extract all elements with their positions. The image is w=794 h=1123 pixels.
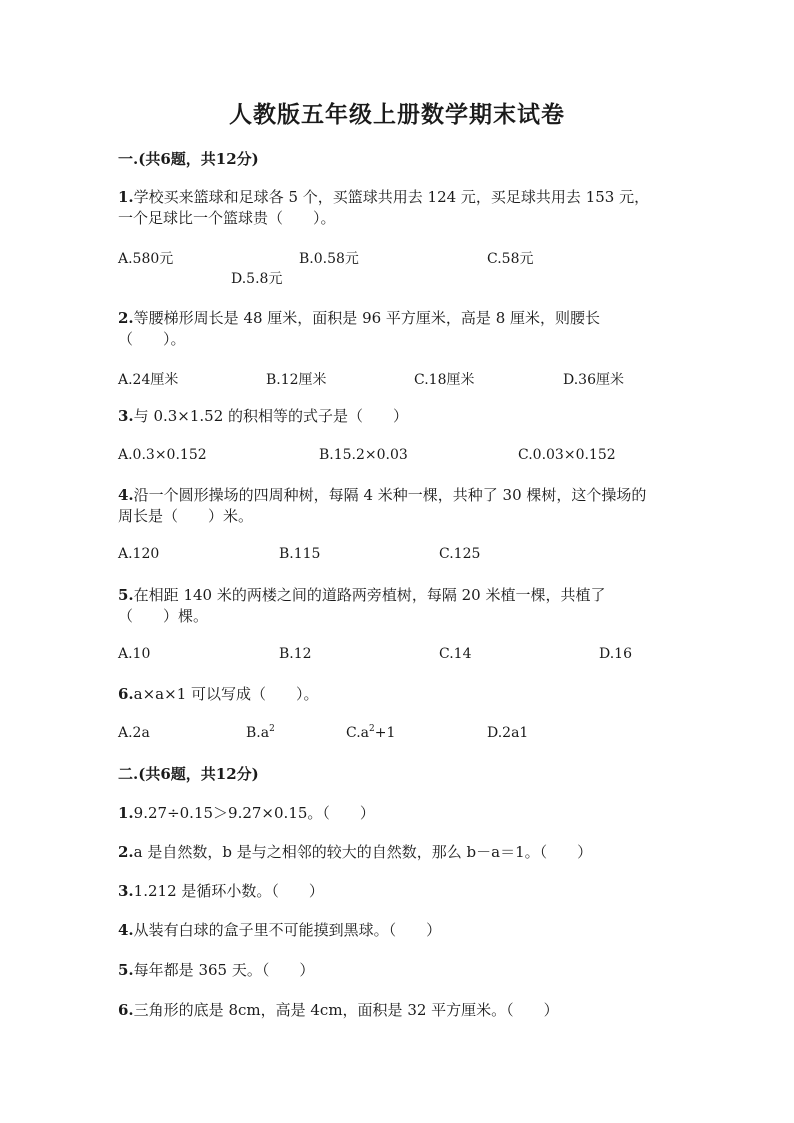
question-1-2 xyxy=(118,308,678,350)
question-2-6 xyxy=(118,1000,678,1021)
question-text: 与 0.3×1.52 的积相等的式子是（ ） xyxy=(133,407,409,425)
question-1-4 xyxy=(118,485,678,527)
question-number: 5. xyxy=(118,961,134,979)
question-text: 三角形的底是 8cm，高是 4cm，面积是 32 平方厘米。（ ） xyxy=(133,1001,559,1019)
question-number: 5. xyxy=(118,586,134,604)
question-number: 6. xyxy=(118,1001,134,1019)
question-text: 沿一个圆形操场的四周种树，每隔 4 米种一棵，共种了 30 棵树，这个操场的 xyxy=(133,486,647,504)
option-a[interactable]: A.10 xyxy=(118,646,151,662)
option-c[interactable] xyxy=(346,725,395,741)
question-text-line2: 一个足球比一个篮球贵（ ）。 xyxy=(118,209,336,227)
option-c[interactable]: C.58元 xyxy=(487,251,534,267)
question-text: 学校买来篮球和足球各 5 个，买篮球共用去 124 元，买足球共用去 153 元， xyxy=(133,188,650,206)
question-2-1 xyxy=(118,803,678,824)
option-a[interactable]: A.24厘米 xyxy=(118,372,179,388)
option-c[interactable]: C.14 xyxy=(439,646,472,662)
option-c[interactable]: C.18厘米 xyxy=(414,372,475,388)
option-c[interactable]: C.0.03×0.152 xyxy=(518,447,616,463)
question-text: 从装有白球的盒子里不可能摸到黑球。（ ） xyxy=(133,921,442,939)
option-c-suffix: +1 xyxy=(374,725,396,741)
option-d[interactable]: D.36厘米 xyxy=(563,372,624,388)
option-b-exponent: 2 xyxy=(269,724,275,734)
question-number: 3. xyxy=(118,407,134,425)
option-b[interactable] xyxy=(246,725,275,741)
question-1-1 xyxy=(118,187,678,229)
option-b[interactable]: B.12 xyxy=(279,646,312,662)
question-text-line2: （ ）。 xyxy=(118,330,186,348)
option-a[interactable]: A.2a xyxy=(118,725,150,741)
question-2-3 xyxy=(118,881,678,902)
question-text: 每年都是 365 天。（ ） xyxy=(133,961,315,979)
question-text-line2: 周长是（ ）米。 xyxy=(118,507,254,525)
question-text: 1.212 是循环小数。（ ） xyxy=(133,882,324,900)
question-2-5 xyxy=(118,960,678,981)
question-number: 2. xyxy=(118,843,134,861)
question-2-2 xyxy=(118,842,678,863)
option-c-base: C.a xyxy=(346,725,370,741)
section-2-heading: 二.(共6题，共12分) xyxy=(118,765,259,783)
question-text: 等腰梯形周长是 48 厘米，面积是 96 平方厘米，高是 8 厘米，则腰长 xyxy=(133,309,601,327)
question-number: 4. xyxy=(118,921,134,939)
question-1-6 xyxy=(118,684,678,705)
question-number: 6. xyxy=(118,685,134,703)
page-title: 人教版五年级上册数学期末试卷 xyxy=(229,101,565,128)
question-text: 在相距 140 米的两楼之间的道路两旁植树，每隔 20 米植一棵，共植了 xyxy=(133,586,606,604)
option-b[interactable]: B.12厘米 xyxy=(266,372,327,388)
question-number: 2. xyxy=(118,309,134,327)
option-b[interactable]: B.0.58元 xyxy=(299,251,359,267)
option-a[interactable]: A.0.3×0.152 xyxy=(118,447,207,463)
option-a[interactable]: A.580元 xyxy=(118,251,174,267)
option-a[interactable]: A.120 xyxy=(118,546,160,562)
question-number: 1. xyxy=(118,804,134,822)
question-1-5 xyxy=(118,585,678,627)
question-1-3 xyxy=(118,406,678,427)
option-c[interactable]: C.125 xyxy=(439,546,481,562)
option-d[interactable]: D.5.8元 xyxy=(231,271,283,287)
question-number: 1. xyxy=(118,188,134,206)
option-b[interactable]: B.15.2×0.03 xyxy=(319,447,408,463)
question-number: 4. xyxy=(118,486,134,504)
option-b-base: B.a xyxy=(246,725,270,741)
question-text: a×a×1 可以写成（ ）。 xyxy=(133,685,319,703)
question-2-4 xyxy=(118,920,678,941)
question-text-line2: （ ）棵。 xyxy=(118,607,209,625)
section-1-heading: 一.(共6题，共12分) xyxy=(118,150,259,168)
option-d[interactable]: D.16 xyxy=(599,646,632,662)
option-b[interactable]: B.115 xyxy=(279,546,321,562)
option-c-exponent: 2 xyxy=(369,724,375,734)
option-d[interactable]: D.2a1 xyxy=(487,725,529,741)
question-number: 3. xyxy=(118,882,134,900)
question-text: 9.27÷0.15＞9.27×0.15。（ ） xyxy=(133,804,375,822)
question-text: a 是自然数，b 是与之相邻的较大的自然数，那么 b－a＝1。（ ） xyxy=(133,843,593,861)
